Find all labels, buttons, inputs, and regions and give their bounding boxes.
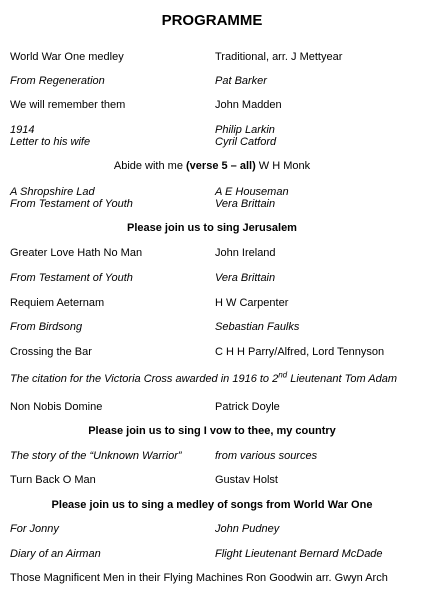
reading-source: From Regeneration <box>10 75 105 87</box>
reading-source: For Jonny <box>10 523 59 535</box>
piece-title: Turn Back O Man <box>10 474 96 486</box>
piece-title: We will remember them <box>10 99 126 111</box>
reading-source: From Testament of Youth <box>10 198 133 210</box>
reading-author: Sebastian Faulks <box>215 321 300 333</box>
reading-source: From Birdsong <box>10 321 83 333</box>
piece-author: Patrick Doyle <box>215 401 280 413</box>
hymn-verse: (verse 5 – all) <box>186 160 256 172</box>
piece-author: H W Carpenter <box>215 297 289 309</box>
reading-source: From Testament of Youth <box>10 272 133 284</box>
page-title: PROGRAMME <box>161 12 263 29</box>
reading-author: Philip Larkin <box>215 124 275 136</box>
congregation-hymn: Please join us to sing Jerusalem <box>127 222 297 234</box>
piece-author: Gustav Holst <box>215 474 278 486</box>
citation-text-end: Lieutenant Tom Adam <box>287 373 398 385</box>
reading-author: A E Houseman <box>215 186 289 198</box>
hymn-line <box>0 160 424 172</box>
reading-source: Diary of an Airman <box>10 548 101 560</box>
piece-title: Non Nobis Domine <box>10 401 103 413</box>
piece-title: World War One medley <box>10 51 124 63</box>
piece-author: C H H Parry/Alfred, Lord Tennyson <box>215 346 385 358</box>
closing-piece: Those Magnificent Men in their Flying Machines Ron Goodwin arr. Gwyn Arch <box>10 572 388 584</box>
reading-author: Vera Brittain <box>215 272 276 284</box>
congregation-hymn: Please join us to sing I vow to thee, my country <box>88 425 336 437</box>
piece-author: John Ireland <box>215 247 276 259</box>
reading-author: from various sources <box>215 450 318 462</box>
reading-author: John Pudney <box>215 523 280 535</box>
reading-author: Flight Lieutenant Bernard McDade <box>215 548 383 560</box>
congregation-hymn: Please join us to sing a medley of songs from World War One <box>51 499 373 511</box>
reading-author: Pat Barker <box>215 75 267 87</box>
citation-text: The citation for the Victoria Cross awarded in 1916 to 2 <box>10 373 279 385</box>
reading-source: The story of the “Unknown Warrior” <box>10 450 182 462</box>
piece-title: Requiem Aeternam <box>10 297 105 309</box>
piece-author: John Madden <box>215 99 282 111</box>
citation-reading <box>10 370 398 385</box>
reading-source: Letter to his wife <box>10 136 91 148</box>
reading-source: A Shropshire Lad <box>10 186 95 198</box>
piece-title: Greater Love Hath No Man <box>10 247 143 259</box>
citation-superscript: nd <box>278 370 288 380</box>
hymn-title: Abide with me <box>113 160 183 172</box>
piece-title: Crossing the Bar <box>10 346 92 358</box>
reading-author: Cyril Catford <box>215 136 277 148</box>
hymn-composer: W H Monk <box>258 160 311 172</box>
reading-author: Vera Brittain <box>215 198 276 210</box>
piece-author: Traditional, arr. J Mettyear <box>215 51 343 63</box>
reading-source: 1914 <box>10 124 35 136</box>
